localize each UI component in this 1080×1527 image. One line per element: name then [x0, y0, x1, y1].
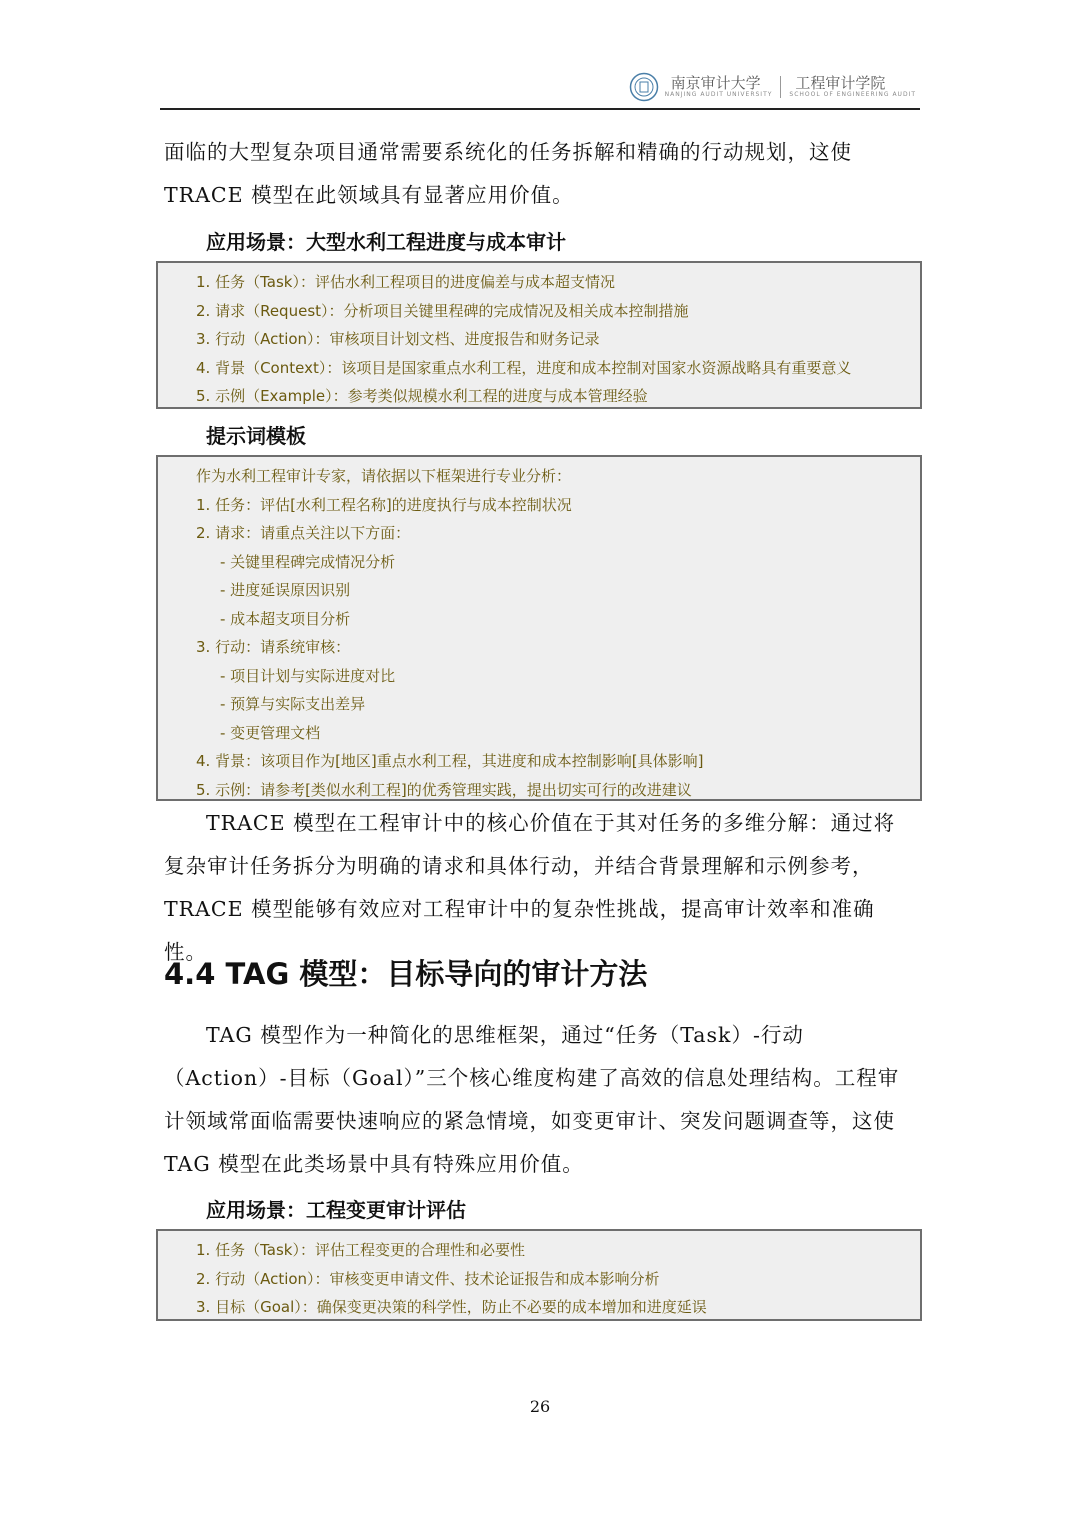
scenario1-heading: 应用场景：大型水利工程进度与成本审计 [206, 230, 566, 254]
box-line: 3. 行动：请系统审核： [196, 638, 351, 656]
box-line: - 进度延误原因识别 [220, 581, 351, 599]
trace-summary-paragraph: TRACE 模型在工程审计中的核心价值在于其对任务的多维分解：通过将复杂审计任务拆分为明确的请求和具体行动，并结合背景理解和示例参考，TRACE 模型能够有效应对工程审计中的复杂性挑战，提高审计效率和准确性。 [164, 811, 896, 964]
box-line: 1. 任务（Task）：评估工程变更的合理性和必要性 [196, 1241, 525, 1259]
logo-university-english: NANJING AUDIT UNIVERSITY [664, 90, 773, 98]
box-line: 3. 行动（Action）：审核项目计划文档、进度报告和财务记录 [196, 330, 600, 348]
intro-paragraph: 面临的大型复杂项目通常需要系统化的任务拆解和精确的行动规划，这使TRACE 模型在此领域具有显著应用价值。 [164, 140, 852, 207]
box-line: 2. 请求（Request）：分析项目关键里程碑的完成情况及相关成本控制措施 [196, 301, 689, 320]
box-line: 1. 任务（Task）：评估水利工程项目的进度偏差与成本超支情况 [196, 273, 615, 291]
box-line: - 变更管理文档 [220, 723, 321, 742]
logo-university-name: 南京审计大学 [670, 73, 761, 92]
box-line: 5. 示例：请参考[类似水利工程]的优秀管理实践，提出切实可行的改进建议 [196, 780, 692, 799]
university-seal-icon [629, 72, 659, 102]
box-line: - 关键里程碑完成情况分析 [220, 552, 396, 571]
scenario2-heading: 应用场景：工程变更审计评估 [206, 1198, 466, 1222]
box-line: 2. 行动（Action）：审核变更申请文件、技术论证报告和成本影响分析 [196, 1269, 660, 1288]
logo-school-english: SCHOOL OF ENGINEERING AUDIT [789, 90, 916, 98]
box-line: 5. 示例（Example）：参考类似规模水利工程的进度与成本管理经验 [196, 387, 648, 405]
template-heading: 提示词模板 [206, 424, 306, 448]
box-line: 4. 背景：该项目作为[地区]重点水利工程，其进度和成本控制影响[具体影响] [196, 752, 704, 770]
box-line: - 成本超支项目分析 [220, 609, 351, 628]
template-box [156, 455, 922, 801]
box-line: - 预算与实际支出差异 [220, 695, 366, 713]
university-logo [629, 72, 916, 102]
scenario2-box [156, 1229, 922, 1321]
section-title: 4.4 TAG 模型：目标导向的审计方法 [164, 957, 648, 991]
box-line: - 项目计划与实际进度对比 [220, 666, 396, 685]
box-line: 1. 任务：评估[水利工程名称]的进度执行与成本控制状况 [196, 495, 572, 514]
page-header [160, 66, 920, 110]
box-line: 3. 目标（Goal）：确保变更决策的科学性，防止不必要的成本增加和进度延误 [196, 1298, 707, 1316]
box-line: 4. 背景（Context）：该项目是国家重点水利工程，进度和成本控制对国家水资源战略具有重要意义 [196, 358, 852, 377]
page-number: 26 [529, 1397, 551, 1416]
logo-divider [780, 76, 781, 98]
box-line: 作为水利工程审计专家，请依据以下框架进行专业分析： [196, 467, 572, 485]
logo-school-name: 工程审计学院 [795, 73, 886, 92]
box-line: 2. 请求：请重点关注以下方面： [196, 524, 411, 542]
tag-paragraph: TAG 模型作为一种简化的思维框架，通过“任务（Task）-行动（Action）-目标（Goal）”三个核心维度构建了高效的信息处理结构。工程审计领域常面临需要快速响应的紧急情境，如变更审计、突发问题调查等，这使 TAG 模型在此类场景中具有特殊应用价值。 [164, 1023, 900, 1176]
scenario1-box [156, 261, 922, 409]
